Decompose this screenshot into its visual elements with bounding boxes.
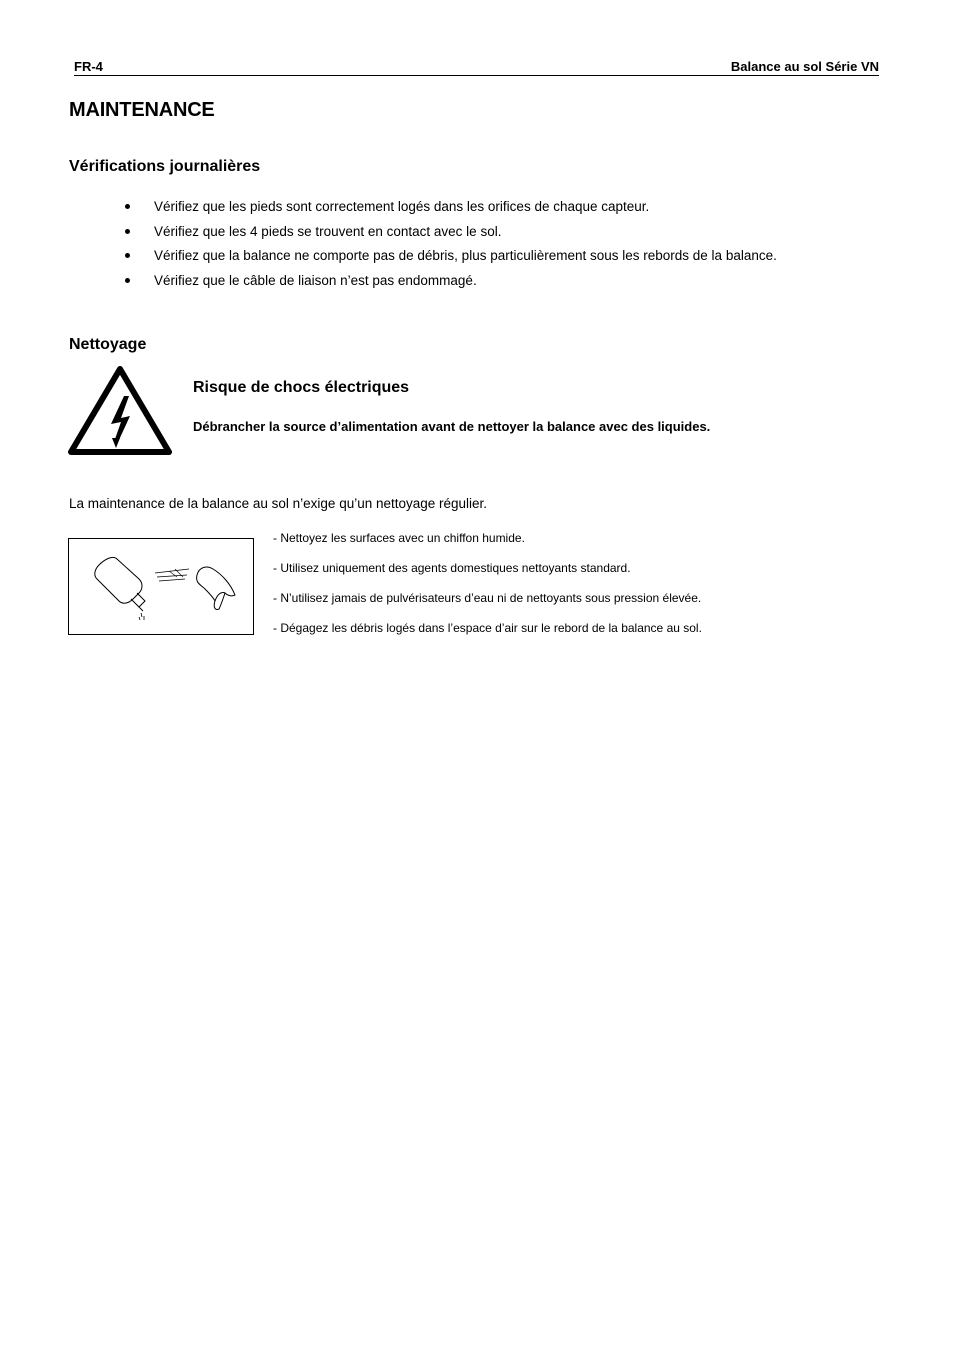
- cleaning-illustration: [68, 538, 254, 635]
- warning-title: Risque de chocs électriques: [193, 379, 410, 396]
- list-item: - Dégagez les débris logés dans l’espace d’air sur le rebord de la balance au sol.: [273, 621, 702, 635]
- list-item: Vérifiez que la balance ne comporte pas de débris, plus particulièrement sous les rebords de la balance.: [124, 246, 777, 271]
- warning-text: Débrancher la source d’alimentation avant de nettoyer la balance avec des liquides.: [193, 419, 711, 434]
- daily-checks-list: [124, 197, 777, 295]
- list-item: Vérifiez que les 4 pieds se trouvent en contact avec le sol.: [124, 222, 777, 247]
- list-item: - Utilisez uniquement des agents domestiques nettoyants standard.: [273, 561, 631, 575]
- list-item: Vérifiez que le câble de liaison n’est pas endommagé.: [124, 271, 777, 296]
- bullet-icon: [125, 253, 130, 258]
- page-header: [74, 58, 879, 76]
- document-title: Balance au sol Série VN: [730, 59, 879, 74]
- electric-shock-warning-icon: [68, 366, 172, 456]
- cleaning-intro: La maintenance de la balance au sol n’exige qu’un nettoyage régulier.: [69, 496, 488, 511]
- cleaning-instructions-list: [273, 530, 702, 650]
- section-title: MAINTENANCE: [69, 99, 215, 121]
- list-item: - N’utilisez jamais de pulvérisateurs d’eau ni de nettoyants sous pression élevée.: [273, 591, 702, 605]
- bullet-icon: [125, 278, 130, 283]
- list-item: - Nettoyez les surfaces avec un chiffon humide.: [273, 531, 525, 545]
- daily-checks-heading: Vérifications journalières: [69, 158, 261, 175]
- cleaning-bottle-and-cloth-icon: [69, 539, 253, 634]
- list-item: Vérifiez que les pieds sont correctement logés dans les orifices de chaque capteur.: [124, 197, 777, 222]
- page-number: FR-4: [74, 59, 103, 74]
- cleaning-heading: Nettoyage: [69, 336, 147, 353]
- bullet-icon: [125, 204, 130, 209]
- bullet-icon: [125, 229, 130, 234]
